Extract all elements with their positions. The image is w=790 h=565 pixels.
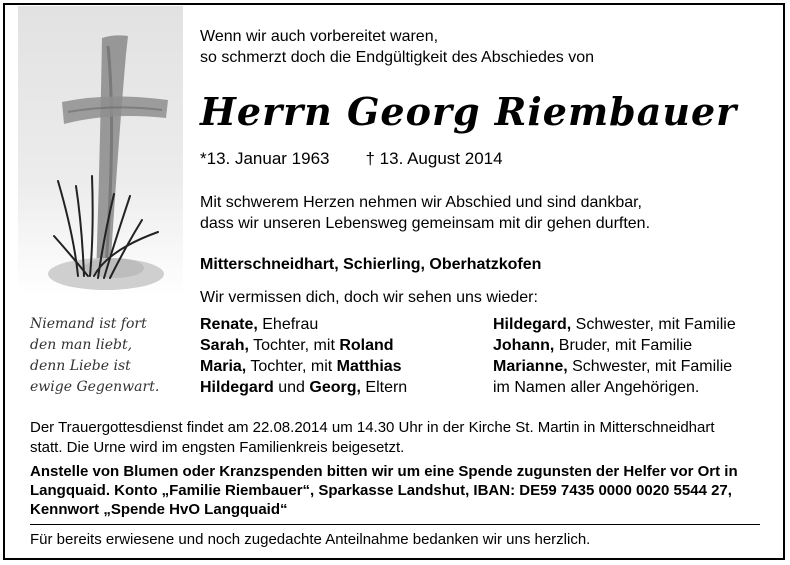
intro-text [200,26,594,68]
cross-icon [18,6,183,296]
family-entry: Hildegard, Schwester, mit Familie [493,316,736,333]
quote-line: ewige Gegenwart. [30,379,160,395]
service-notice [30,418,715,458]
family-entry: im Namen aller Angehörigen. [493,379,700,396]
family-list-left [200,314,407,398]
family-list-right [493,314,736,398]
donation-line: Kennwort „Spende HvO Langquaid“ [30,501,288,518]
family-entry: Sarah, Tochter, mit Roland [200,337,394,354]
family-entry: Johann, Bruder, mit Familie [493,337,693,354]
intro-line: so schmerzt doch die Endgültigkeit des Abschiedes von [200,49,595,66]
farewell-line: Mit schwerem Herzen nehmen wir Abschied und sind dankbar, [200,194,642,211]
memorial-quote [30,314,180,398]
death-date: † 13. August 2014 [365,149,503,168]
places: Mitterschneidhart, Schierling, Oberhatzkofen [200,256,542,273]
quote-line: den man liebt, [30,337,133,353]
life-dates [200,148,503,169]
family-entry: Renate, Ehefrau [200,316,319,333]
service-line: Der Trauergottesdienst findet am 22.08.2014 um 14.30 Uhr in der Kirche St. Martin in Mitterschneidhart [30,419,715,436]
farewell-text [200,192,650,234]
family-entry: Maria, Tochter, mit Matthias [200,358,402,375]
donation-line: Anstelle von Blumen oder Kranzspenden bitten wir um eine Spende zugunsten der Helfer vor Ort in [30,463,738,480]
donation-notice [30,462,738,519]
deceased-name: Herrn Georg Riembauer [200,89,738,134]
quote-line: denn Liebe ist [30,358,131,374]
divider [30,524,760,525]
farewell-line: dass wir unseren Lebensweg gemeinsam mit dir gehen durften. [200,215,651,232]
thanks-text: Für bereits erwiesene und noch zugedachte Anteilnahme bedanken wir uns herzlich. [30,531,591,548]
cross-artwork [18,6,183,296]
birth-date: *13. Januar 1963 [200,149,330,168]
donation-line: Langquaid. Konto „Familie Riembauer“, Sparkasse Landshut, IBAN: DE59 7435 0000 0020 5544 27, [30,482,732,499]
family-entry: Hildegard und Georg, Eltern [200,379,408,396]
quote-line: Niemand ist fort [30,316,147,332]
service-line: statt. Die Urne wird im engsten Familienkreis beigesetzt. [30,439,405,456]
intro-line: Wenn wir auch vorbereitet waren, [200,28,439,45]
miss-text: Wir vermissen dich, doch wir sehen uns wieder: [200,289,538,306]
family-entry: Marianne, Schwester, mit Familie [493,358,733,375]
